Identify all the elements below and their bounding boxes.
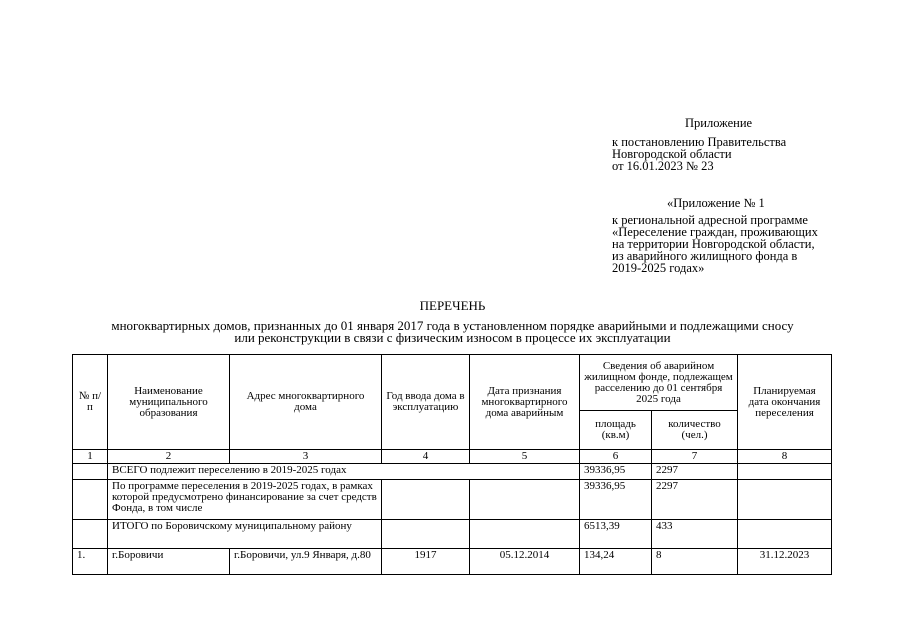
program-line: к региональной адресной программе xyxy=(612,213,808,227)
header-no: № п/п xyxy=(73,355,108,450)
program-line: из аварийного жилищного фонда в xyxy=(612,249,798,263)
program-line: на территории Новгородской области, xyxy=(612,237,815,251)
row-count: 8 xyxy=(652,549,738,575)
column-number: 4 xyxy=(382,450,470,464)
row-date-recognized: 05.12.2014 xyxy=(470,549,580,575)
header-date-recognized: Дата признания многоквартирного дома аварийным xyxy=(470,355,580,450)
appendix-number: «Приложение № 1 xyxy=(667,196,765,210)
header-area: площадь (кв.м) xyxy=(580,411,652,450)
row-municipality: г.Боровичи xyxy=(108,549,230,575)
column-number: 2 xyxy=(108,450,230,464)
resolution-line: к постановлению Правительства xyxy=(612,135,787,149)
program-reference xyxy=(612,214,818,274)
fund-label: По программе переселения в 2019-2025 годах, в рамках которой предусмотрено финансирование за счет средств Фонда, в том числе xyxy=(108,480,382,520)
total-count: 2297 xyxy=(652,464,738,480)
column-number: 1 xyxy=(73,450,108,464)
fund-count: 2297 xyxy=(652,480,738,520)
header-fund-info: Сведения об аварийном жилищном фонде, подлежащем расселению до 01 сентября 2025 года xyxy=(580,355,738,411)
district-label: ИТОГО по Боровичскому муниципальному району xyxy=(108,520,382,549)
header-address: Адрес многоквартирного дома xyxy=(230,355,382,450)
district-area: 6513,39 xyxy=(580,520,652,549)
district-row xyxy=(73,520,832,549)
column-number: 6 xyxy=(580,450,652,464)
total-area: 39336,95 xyxy=(580,464,652,480)
total-label: ВСЕГО подлежит переселению в 2019-2025 годах xyxy=(108,464,580,480)
column-number: 7 xyxy=(652,450,738,464)
column-number: 5 xyxy=(470,450,580,464)
header-planned-end: Планируемая дата окончания переселения xyxy=(738,355,832,450)
row-no: 1. xyxy=(73,549,108,575)
table-row xyxy=(73,549,832,575)
appendix-title: Приложение xyxy=(685,116,753,130)
table-header-row xyxy=(73,355,832,411)
column-number: 8 xyxy=(738,450,832,464)
fund-area: 39336,95 xyxy=(580,480,652,520)
header-year: Год ввода дома в эксплуатацию xyxy=(382,355,470,450)
column-number: 3 xyxy=(230,450,382,464)
row-address: г.Боровичи, ул.9 Января, д.80 xyxy=(230,549,382,575)
row-area: 134,24 xyxy=(580,549,652,575)
list-heading: ПЕРЕЧЕНЬ xyxy=(419,298,486,313)
row-year: 1917 xyxy=(382,549,470,575)
program-line: «Переселение граждан, проживающих xyxy=(612,225,818,239)
header-municipality: Наименование муниципального образования xyxy=(108,355,230,450)
resolution-line: Новгородской области xyxy=(612,147,732,161)
row-planned-end: 31.12.2023 xyxy=(738,549,832,575)
total-row xyxy=(73,464,832,480)
header-count: количество (чел.) xyxy=(652,411,738,450)
program-line: 2019-2025 годах» xyxy=(612,261,705,275)
resolution-line: от 16.01.2023 № 23 xyxy=(612,159,714,173)
housing-table xyxy=(72,354,832,575)
list-subtitle: или реконструкции в связи с физическим износом в процессе их эксплуатации xyxy=(234,330,671,345)
resolution-reference xyxy=(612,136,786,172)
fund-row xyxy=(73,480,832,520)
column-number-row xyxy=(73,450,832,464)
list-subtitle: многоквартирных домов, признанных до 01 января 2017 года в установленном порядке аварийными и подлежащими сносу xyxy=(111,318,794,333)
district-count: 433 xyxy=(652,520,738,549)
